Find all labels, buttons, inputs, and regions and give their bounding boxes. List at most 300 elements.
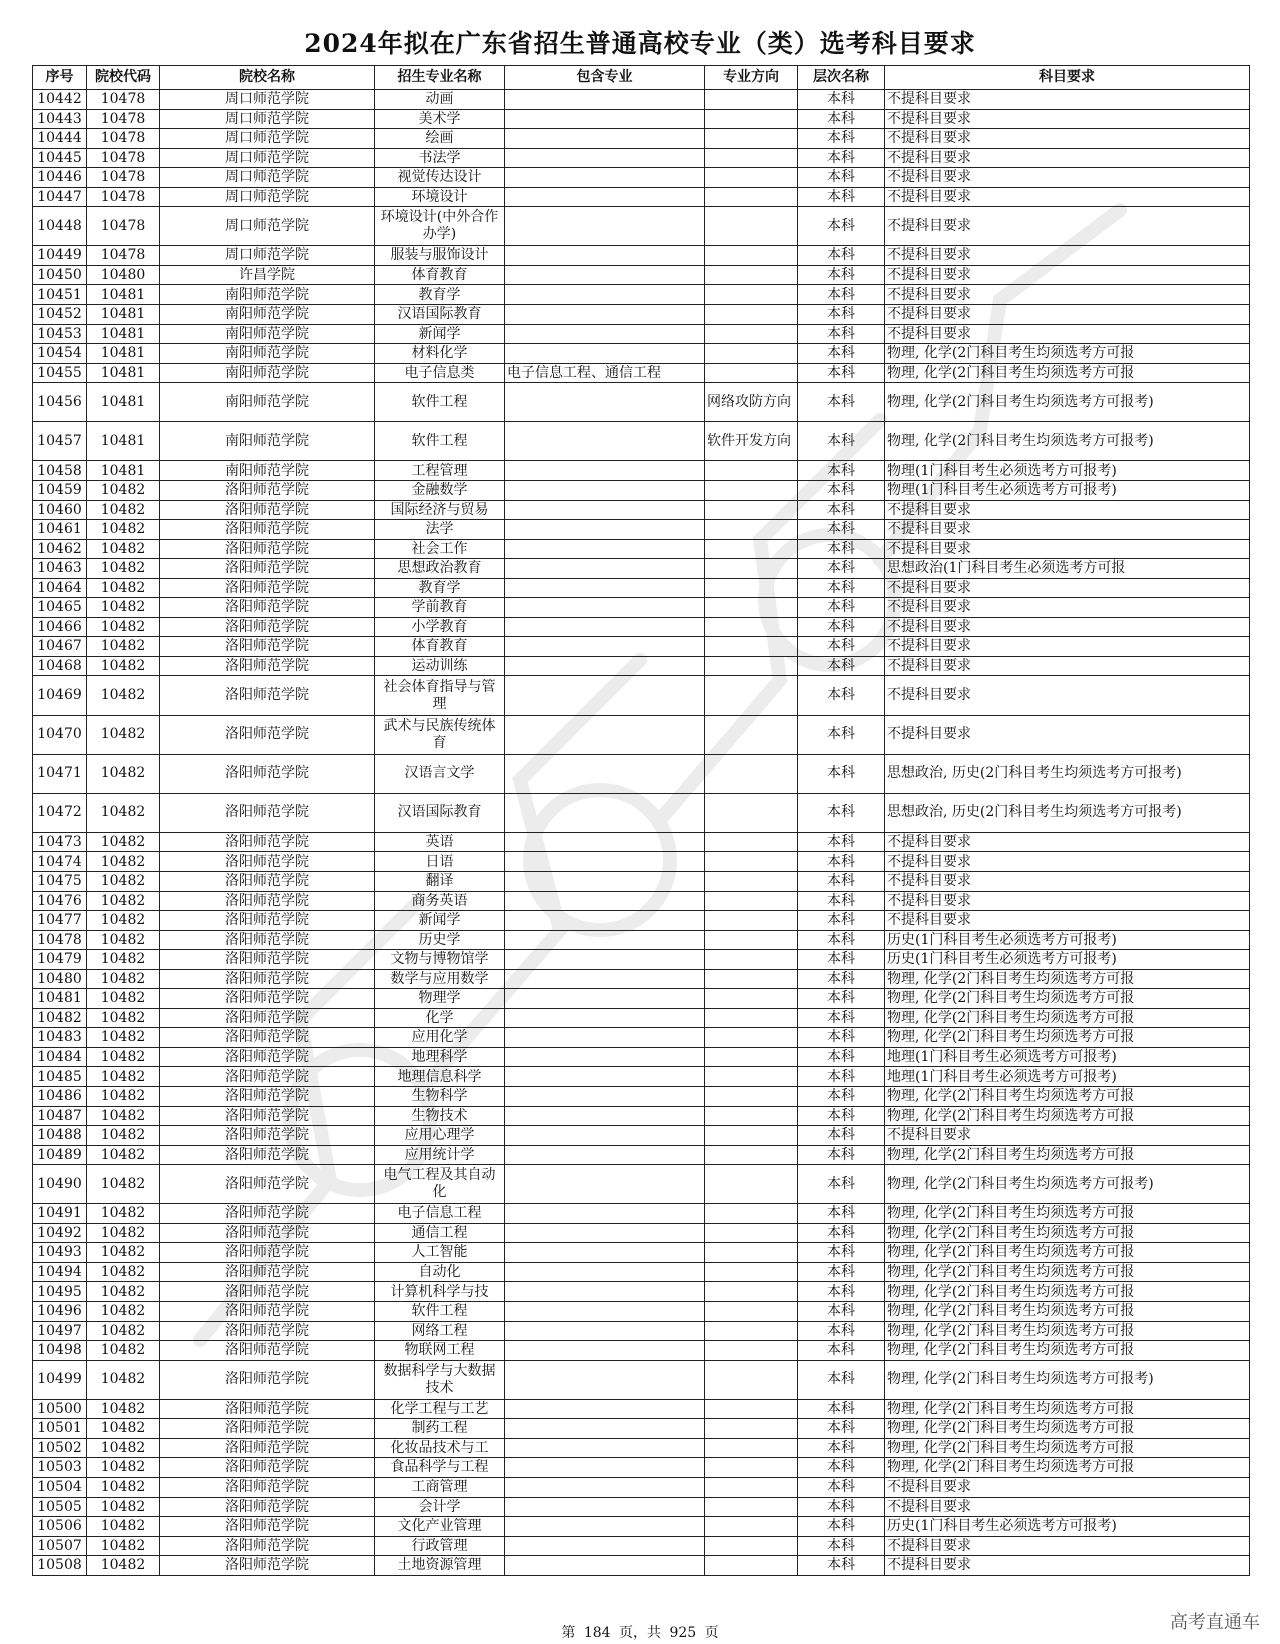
cell-subject-requirement: 物理, 化学(2门科目考生均须选考方可报	[885, 1399, 1250, 1419]
cell-school-code: 10482	[87, 754, 160, 793]
cell-major-name: 软件工程	[375, 1302, 505, 1322]
cell-level: 本科	[798, 637, 885, 657]
cell-school-name: 洛阳师范学院	[160, 1556, 375, 1576]
cell-direction	[705, 656, 798, 676]
cell-school-code: 10482	[87, 989, 160, 1009]
cell-level: 本科	[798, 1262, 885, 1282]
cell-included-majors	[505, 285, 705, 305]
cell-direction	[705, 109, 798, 129]
cell-school-code: 10482	[87, 1028, 160, 1048]
table-row	[33, 539, 1250, 559]
cell-subject-requirement: 不提科目要求	[885, 832, 1250, 852]
cell-level: 本科	[798, 1419, 885, 1439]
cell-level: 本科	[798, 265, 885, 285]
cell-major-name: 日语	[375, 852, 505, 872]
cell-subject-requirement: 不提科目要求	[885, 285, 1250, 305]
cell-major-name: 历史学	[375, 930, 505, 950]
cell-level: 本科	[798, 520, 885, 540]
cell-seq: 10481	[33, 989, 87, 1009]
cell-seq: 10475	[33, 871, 87, 891]
cell-seq: 10487	[33, 1106, 87, 1126]
cell-direction	[705, 344, 798, 364]
cell-school-code: 10480	[87, 265, 160, 285]
cell-subject-requirement: 物理, 化学(2门科目考生均须选考方可报考)	[885, 383, 1250, 422]
cell-school-code: 10482	[87, 1165, 160, 1204]
table-row	[33, 754, 1250, 793]
cell-school-code: 10478	[87, 168, 160, 188]
cell-major-name: 自动化	[375, 1262, 505, 1282]
cell-subject-requirement: 不提科目要求	[885, 1497, 1250, 1517]
cell-level: 本科	[798, 129, 885, 149]
footer-suffix: 页	[704, 1625, 719, 1641]
cell-level: 本科	[798, 1497, 885, 1517]
cell-major-name: 社会工作	[375, 539, 505, 559]
cell-included-majors	[505, 852, 705, 872]
table-row	[33, 930, 1250, 950]
cell-included-majors	[505, 109, 705, 129]
cell-level: 本科	[798, 578, 885, 598]
cell-school-code: 10482	[87, 1360, 160, 1399]
cell-seq: 10468	[33, 656, 87, 676]
cell-direction	[705, 1477, 798, 1497]
table-row	[33, 1517, 1250, 1537]
cell-seq: 10455	[33, 363, 87, 383]
cell-seq: 10482	[33, 1008, 87, 1028]
cell-direction	[705, 207, 798, 246]
table-row	[33, 1145, 1250, 1165]
cell-subject-requirement: 物理, 化学(2门科目考生均须选考方可报	[885, 1302, 1250, 1322]
cell-major-name: 新闻学	[375, 324, 505, 344]
cell-level: 本科	[798, 1223, 885, 1243]
cell-direction: 网络攻防方向	[705, 383, 798, 422]
cell-subject-requirement: 不提科目要求	[885, 207, 1250, 246]
cell-school-name: 周口师范学院	[160, 109, 375, 129]
table-row	[33, 1087, 1250, 1107]
cell-school-code: 10482	[87, 1087, 160, 1107]
table-row	[33, 520, 1250, 540]
cell-seq: 10462	[33, 539, 87, 559]
cell-major-name: 工程管理	[375, 461, 505, 481]
footer-prefix: 第	[561, 1625, 576, 1641]
cell-seq: 10467	[33, 637, 87, 657]
cell-school-name: 洛阳师范学院	[160, 1262, 375, 1282]
column-header: 序号	[33, 66, 87, 90]
cell-school-name: 洛阳师范学院	[160, 578, 375, 598]
table-row	[33, 1047, 1250, 1067]
table-row	[33, 1126, 1250, 1146]
cell-subject-requirement: 不提科目要求	[885, 500, 1250, 520]
cell-school-code: 10478	[87, 90, 160, 110]
cell-direction	[705, 1145, 798, 1165]
cell-subject-requirement: 不提科目要求	[885, 578, 1250, 598]
cell-school-name: 洛阳师范学院	[160, 559, 375, 579]
cell-major-name: 小学教育	[375, 617, 505, 637]
cell-major-name: 软件工程	[375, 422, 505, 461]
cell-seq: 10474	[33, 852, 87, 872]
cell-school-code: 10478	[87, 109, 160, 129]
cell-school-name: 洛阳师范学院	[160, 1399, 375, 1419]
cell-school-code: 10481	[87, 363, 160, 383]
cell-level: 本科	[798, 754, 885, 793]
cell-direction	[705, 324, 798, 344]
cell-school-code: 10482	[87, 1517, 160, 1537]
cell-direction	[705, 852, 798, 872]
cell-school-code: 10478	[87, 148, 160, 168]
cell-included-majors	[505, 187, 705, 207]
cell-major-name: 商务英语	[375, 891, 505, 911]
table-row	[33, 559, 1250, 579]
cell-included-majors	[505, 207, 705, 246]
requirements-table	[32, 65, 1250, 1576]
table-row	[33, 324, 1250, 344]
cell-subject-requirement: 不提科目要求	[885, 265, 1250, 285]
cell-major-name: 物理学	[375, 989, 505, 1009]
cell-school-name: 洛阳师范学院	[160, 539, 375, 559]
table-row	[33, 383, 1250, 422]
table-row	[33, 500, 1250, 520]
cell-level: 本科	[798, 1536, 885, 1556]
cell-subject-requirement: 物理, 化学(2门科目考生均须选考方可报	[885, 1145, 1250, 1165]
cell-major-name: 武术与民族传统体育	[375, 715, 505, 754]
cell-included-majors	[505, 832, 705, 852]
cell-school-name: 洛阳师范学院	[160, 1145, 375, 1165]
cell-included-majors	[505, 1243, 705, 1263]
cell-school-name: 洛阳师范学院	[160, 871, 375, 891]
cell-direction: 软件开发方向	[705, 422, 798, 461]
cell-school-name: 许昌学院	[160, 265, 375, 285]
cell-seq: 10496	[33, 1302, 87, 1322]
cell-school-name: 洛阳师范学院	[160, 1458, 375, 1478]
table-row	[33, 578, 1250, 598]
cell-major-name: 工商管理	[375, 1477, 505, 1497]
cell-direction	[705, 1028, 798, 1048]
cell-major-name: 金融数学	[375, 480, 505, 500]
footer-mid: 页，共	[619, 1625, 661, 1641]
cell-subject-requirement: 地理(1门科目考生必须选考方可报考)	[885, 1047, 1250, 1067]
cell-included-majors	[505, 950, 705, 970]
cell-school-name: 洛阳师范学院	[160, 930, 375, 950]
cell-direction	[705, 461, 798, 481]
cell-school-name: 洛阳师范学院	[160, 520, 375, 540]
cell-level: 本科	[798, 1321, 885, 1341]
column-header: 科目要求	[885, 66, 1250, 90]
cell-direction	[705, 969, 798, 989]
cell-direction	[705, 930, 798, 950]
cell-subject-requirement: 不提科目要求	[885, 168, 1250, 188]
cell-subject-requirement: 物理, 化学(2门科目考生均须选考方可报	[885, 344, 1250, 364]
cell-school-code: 10482	[87, 480, 160, 500]
cell-school-name: 洛阳师范学院	[160, 1087, 375, 1107]
cell-subject-requirement: 历史(1门科目考生必须选考方可报考)	[885, 950, 1250, 970]
cell-school-code: 10482	[87, 520, 160, 540]
cell-school-code: 10482	[87, 637, 160, 657]
cell-school-name: 周口师范学院	[160, 207, 375, 246]
cell-included-majors	[505, 969, 705, 989]
cell-seq: 10494	[33, 1262, 87, 1282]
cell-school-name: 洛阳师范学院	[160, 1536, 375, 1556]
cell-included-majors	[505, 539, 705, 559]
cell-direction	[705, 989, 798, 1009]
cell-included-majors	[505, 246, 705, 266]
cell-school-name: 洛阳师范学院	[160, 1243, 375, 1263]
table-row	[33, 1008, 1250, 1028]
cell-level: 本科	[798, 1243, 885, 1263]
cell-major-name: 人工智能	[375, 1243, 505, 1263]
cell-included-majors	[505, 617, 705, 637]
cell-level: 本科	[798, 1282, 885, 1302]
cell-direction	[705, 676, 798, 715]
cell-major-name: 环境设计	[375, 187, 505, 207]
cell-school-code: 10482	[87, 871, 160, 891]
cell-school-name: 周口师范学院	[160, 129, 375, 149]
cell-level: 本科	[798, 539, 885, 559]
cell-school-code: 10482	[87, 598, 160, 618]
cell-school-name: 洛阳师范学院	[160, 1028, 375, 1048]
cell-subject-requirement: 不提科目要求	[885, 324, 1250, 344]
cell-included-majors	[505, 1008, 705, 1028]
cell-included-majors	[505, 344, 705, 364]
table-header-row	[33, 66, 1250, 90]
cell-school-code: 10482	[87, 1282, 160, 1302]
cell-included-majors	[505, 461, 705, 481]
cell-seq: 10444	[33, 129, 87, 149]
cell-included-majors	[505, 305, 705, 325]
cell-school-code: 10478	[87, 246, 160, 266]
cell-direction	[705, 168, 798, 188]
table-row	[33, 715, 1250, 754]
cell-school-name: 洛阳师范学院	[160, 1497, 375, 1517]
cell-included-majors	[505, 520, 705, 540]
cell-level: 本科	[798, 989, 885, 1009]
cell-seq: 10458	[33, 461, 87, 481]
cell-seq: 10502	[33, 1438, 87, 1458]
table-row	[33, 90, 1250, 110]
cell-subject-requirement: 历史(1门科目考生必须选考方可报考)	[885, 1517, 1250, 1537]
table-row	[33, 480, 1250, 500]
cell-direction	[705, 1517, 798, 1537]
cell-seq: 10483	[33, 1028, 87, 1048]
cell-major-name: 英语	[375, 832, 505, 852]
cell-direction	[705, 1106, 798, 1126]
table-row	[33, 617, 1250, 637]
cell-school-code: 10478	[87, 129, 160, 149]
cell-school-name: 洛阳师范学院	[160, 1223, 375, 1243]
cell-subject-requirement: 物理, 化学(2门科目考生均须选考方可报	[885, 1419, 1250, 1439]
cell-direction	[705, 1262, 798, 1282]
cell-major-name: 计算机科学与技	[375, 1282, 505, 1302]
cell-level: 本科	[798, 363, 885, 383]
cell-direction	[705, 129, 798, 149]
cell-school-code: 10482	[87, 930, 160, 950]
cell-level: 本科	[798, 422, 885, 461]
table-row	[33, 1321, 1250, 1341]
table-row	[33, 1438, 1250, 1458]
cell-major-name: 文物与博物馆学	[375, 950, 505, 970]
cell-school-name: 南阳师范学院	[160, 363, 375, 383]
cell-included-majors	[505, 1282, 705, 1302]
cell-school-name: 周口师范学院	[160, 168, 375, 188]
cell-major-name: 土地资源管理	[375, 1556, 505, 1576]
cell-included-majors	[505, 1028, 705, 1048]
cell-direction	[705, 715, 798, 754]
cell-subject-requirement: 不提科目要求	[885, 539, 1250, 559]
cell-seq: 10495	[33, 1282, 87, 1302]
cell-school-name: 洛阳师范学院	[160, 1419, 375, 1439]
cell-seq: 10488	[33, 1126, 87, 1146]
cell-level: 本科	[798, 187, 885, 207]
cell-subject-requirement: 不提科目要求	[885, 617, 1250, 637]
cell-school-code: 10482	[87, 1321, 160, 1341]
cell-level: 本科	[798, 1477, 885, 1497]
cell-included-majors	[505, 324, 705, 344]
cell-seq: 10476	[33, 891, 87, 911]
cell-seq: 10477	[33, 911, 87, 931]
cell-subject-requirement: 物理, 化学(2门科目考生均须选考方可报考)	[885, 422, 1250, 461]
cell-level: 本科	[798, 911, 885, 931]
cell-direction	[705, 90, 798, 110]
page-footer	[0, 1622, 1280, 1642]
cell-school-code: 10482	[87, 559, 160, 579]
cell-level: 本科	[798, 1067, 885, 1087]
cell-level: 本科	[798, 109, 885, 129]
table-row	[33, 1341, 1250, 1361]
cell-subject-requirement: 不提科目要求	[885, 852, 1250, 872]
cell-school-code: 10482	[87, 950, 160, 970]
cell-major-name: 数学与应用数学	[375, 969, 505, 989]
cell-direction	[705, 1067, 798, 1087]
cell-school-name: 洛阳师范学院	[160, 793, 375, 832]
cell-level: 本科	[798, 344, 885, 364]
cell-school-name: 洛阳师范学院	[160, 852, 375, 872]
cell-major-name: 会计学	[375, 1497, 505, 1517]
cell-direction	[705, 754, 798, 793]
cell-major-name: 电子信息工程	[375, 1204, 505, 1224]
cell-direction	[705, 1204, 798, 1224]
table-row	[33, 285, 1250, 305]
cell-level: 本科	[798, 246, 885, 266]
cell-seq: 10473	[33, 832, 87, 852]
cell-school-code: 10481	[87, 305, 160, 325]
column-header: 专业方向	[705, 66, 798, 90]
cell-school-name: 洛阳师范学院	[160, 911, 375, 931]
cell-school-code: 10481	[87, 324, 160, 344]
table-row	[33, 168, 1250, 188]
cell-major-name: 汉语国际教育	[375, 793, 505, 832]
cell-subject-requirement: 物理, 化学(2门科目考生均须选考方可报	[885, 1438, 1250, 1458]
cell-school-name: 洛阳师范学院	[160, 1360, 375, 1399]
cell-major-name: 网络工程	[375, 1321, 505, 1341]
cell-school-name: 洛阳师范学院	[160, 969, 375, 989]
cell-seq: 10460	[33, 500, 87, 520]
table-row	[33, 265, 1250, 285]
cell-school-code: 10481	[87, 285, 160, 305]
cell-school-name: 洛阳师范学院	[160, 1302, 375, 1322]
cell-major-name: 教育学	[375, 578, 505, 598]
table-row	[33, 344, 1250, 364]
cell-school-name: 周口师范学院	[160, 246, 375, 266]
cell-included-majors	[505, 598, 705, 618]
cell-major-name: 绘画	[375, 129, 505, 149]
cell-seq: 10465	[33, 598, 87, 618]
cell-school-code: 10482	[87, 969, 160, 989]
cell-direction	[705, 187, 798, 207]
cell-seq: 10457	[33, 422, 87, 461]
cell-school-code: 10482	[87, 1145, 160, 1165]
cell-school-name: 周口师范学院	[160, 90, 375, 110]
cell-level: 本科	[798, 1126, 885, 1146]
cell-school-name: 南阳师范学院	[160, 383, 375, 422]
cell-seq: 10484	[33, 1047, 87, 1067]
cell-seq: 10446	[33, 168, 87, 188]
cell-school-code: 10482	[87, 911, 160, 931]
cell-subject-requirement: 物理, 化学(2门科目考生均须选考方可报	[885, 989, 1250, 1009]
cell-seq: 10443	[33, 109, 87, 129]
cell-seq: 10498	[33, 1341, 87, 1361]
cell-school-name: 洛阳师范学院	[160, 950, 375, 970]
cell-included-majors	[505, 1360, 705, 1399]
footer-total-pages: 925	[669, 1625, 697, 1641]
cell-direction	[705, 617, 798, 637]
cell-subject-requirement: 不提科目要求	[885, 1556, 1250, 1576]
cell-major-name: 美术学	[375, 109, 505, 129]
cell-included-majors	[505, 1165, 705, 1204]
cell-subject-requirement: 物理, 化学(2门科目考生均须选考方可报考)	[885, 1360, 1250, 1399]
cell-included-majors	[505, 168, 705, 188]
footer-page-number: 184	[583, 1625, 611, 1641]
cell-level: 本科	[798, 148, 885, 168]
table-row	[33, 1028, 1250, 1048]
table-row	[33, 363, 1250, 383]
cell-major-name: 食品科学与工程	[375, 1458, 505, 1478]
cell-seq: 10454	[33, 344, 87, 364]
cell-direction	[705, 1556, 798, 1576]
cell-major-name: 软件工程	[375, 383, 505, 422]
cell-seq: 10447	[33, 187, 87, 207]
cell-included-majors	[505, 1458, 705, 1478]
cell-subject-requirement: 不提科目要求	[885, 656, 1250, 676]
cell-major-name: 应用统计学	[375, 1145, 505, 1165]
cell-seq: 10506	[33, 1517, 87, 1537]
cell-direction	[705, 1087, 798, 1107]
cell-major-name: 新闻学	[375, 911, 505, 931]
cell-major-name: 生物科学	[375, 1087, 505, 1107]
cell-school-code: 10482	[87, 715, 160, 754]
cell-subject-requirement: 不提科目要求	[885, 1536, 1250, 1556]
cell-level: 本科	[798, 930, 885, 950]
cell-school-code: 10482	[87, 539, 160, 559]
cell-level: 本科	[798, 207, 885, 246]
cell-seq: 10442	[33, 90, 87, 110]
cell-major-name: 制药工程	[375, 1419, 505, 1439]
table-row	[33, 1282, 1250, 1302]
cell-level: 本科	[798, 969, 885, 989]
cell-level: 本科	[798, 852, 885, 872]
cell-direction	[705, 520, 798, 540]
cell-included-majors	[505, 1223, 705, 1243]
cell-school-name: 洛阳师范学院	[160, 1165, 375, 1204]
cell-school-code: 10482	[87, 500, 160, 520]
table-row	[33, 637, 1250, 657]
cell-direction	[705, 285, 798, 305]
cell-direction	[705, 246, 798, 266]
cell-school-code: 10482	[87, 1399, 160, 1419]
cell-direction	[705, 1497, 798, 1517]
cell-included-majors	[505, 129, 705, 149]
cell-subject-requirement: 不提科目要求	[885, 676, 1250, 715]
cell-seq: 10450	[33, 265, 87, 285]
cell-major-name: 社会体育指导与管理	[375, 676, 505, 715]
cell-school-code: 10482	[87, 1497, 160, 1517]
